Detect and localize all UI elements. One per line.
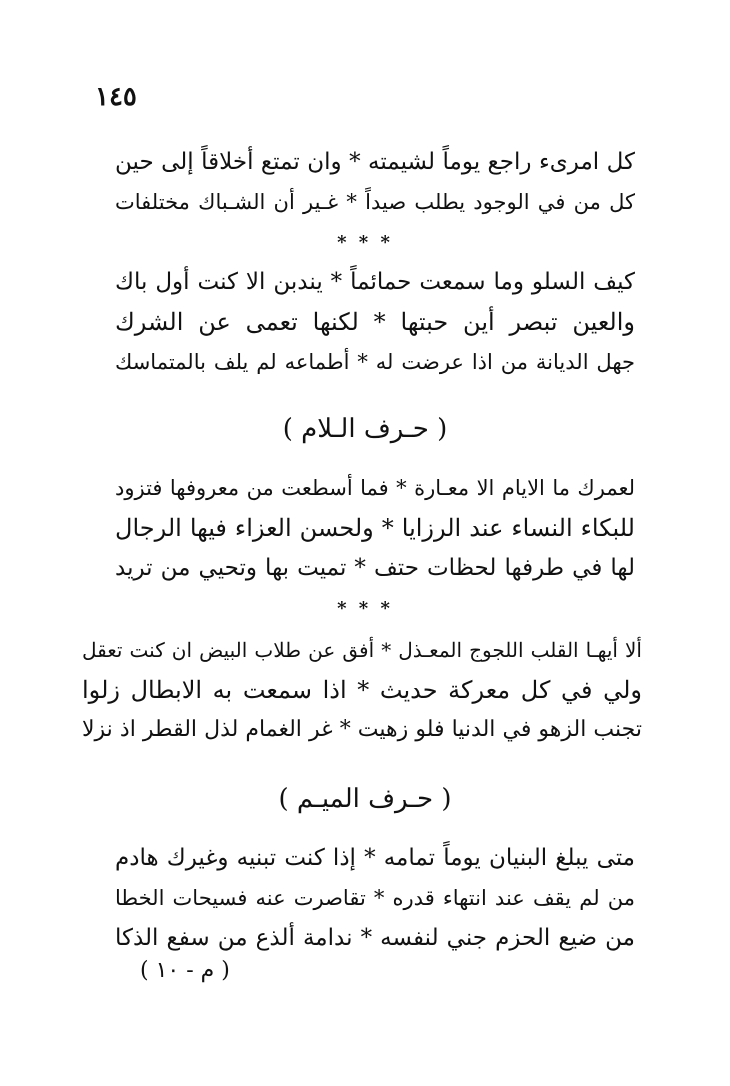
verse-line: كل امرىء راجع يوماً لشيمته * وان تمتع أخلاقاً إلى حين [115,149,635,175]
verse-line: والعين تبصر أين حبتها * لكنها تعمى عن الشرك [115,308,635,336]
verse-line: للبكاء النساء عند الرزايا * ولحسن العزاء فيها الرجال [115,514,635,542]
verse-line: ألا أيهـا القلب اللجوج المعـذل * أفق عن طلاب البيض ان كنت تعقل [82,638,642,662]
section-separator: * * * [337,598,393,619]
verse-line: من لم يقف عند انتهاء قدره * تقاصرت عنه فسيحات الخطا [115,886,635,910]
verse-line: كيف السلو وما سمعت حمائماً * يندبن الا كنت أول باك [115,269,635,295]
verse-line: لعمرك ما الايام الا معـارة * فما أسطعت من معروفها فتزود [115,476,635,500]
verse-line: من ضيع الحزم جني لنفسه * ندامة ألذع من سفع الذكا [115,925,635,951]
verse-line: كل من في الوجود يطلب صيداً * غـير أن الشـباك مختلفات [115,190,635,214]
verse-line: جهل الديانة من اذا عرضت له * أطماعه لم يلف بالمتماسك [115,350,635,374]
section-heading-mim: ( حـرف الميـم ) [278,784,452,814]
verse-line: تجنب الزهو في الدنيا فلو زهيت * غر الغمام لذل القطر اذ نزلا [82,717,642,742]
section-separator: * * * [337,232,393,253]
page-number: ١٤٥ [95,82,137,112]
section-heading-lam: ( حـرف الـلام ) [282,414,448,444]
verse-line: متى يبلغ البنيان يوماً تمامه * إذا كنت تبنيه وغيرك هادم [115,845,635,871]
verse-line: لها في طرفها لحظات حتف * تميت بها وتحيي من تريد [115,555,635,581]
printer-signature: ( م - ١٠ ) [140,958,230,983]
verse-line: ولي في كل معركة حديث * اذا سمعت به الابطال زلوا [82,676,642,704]
